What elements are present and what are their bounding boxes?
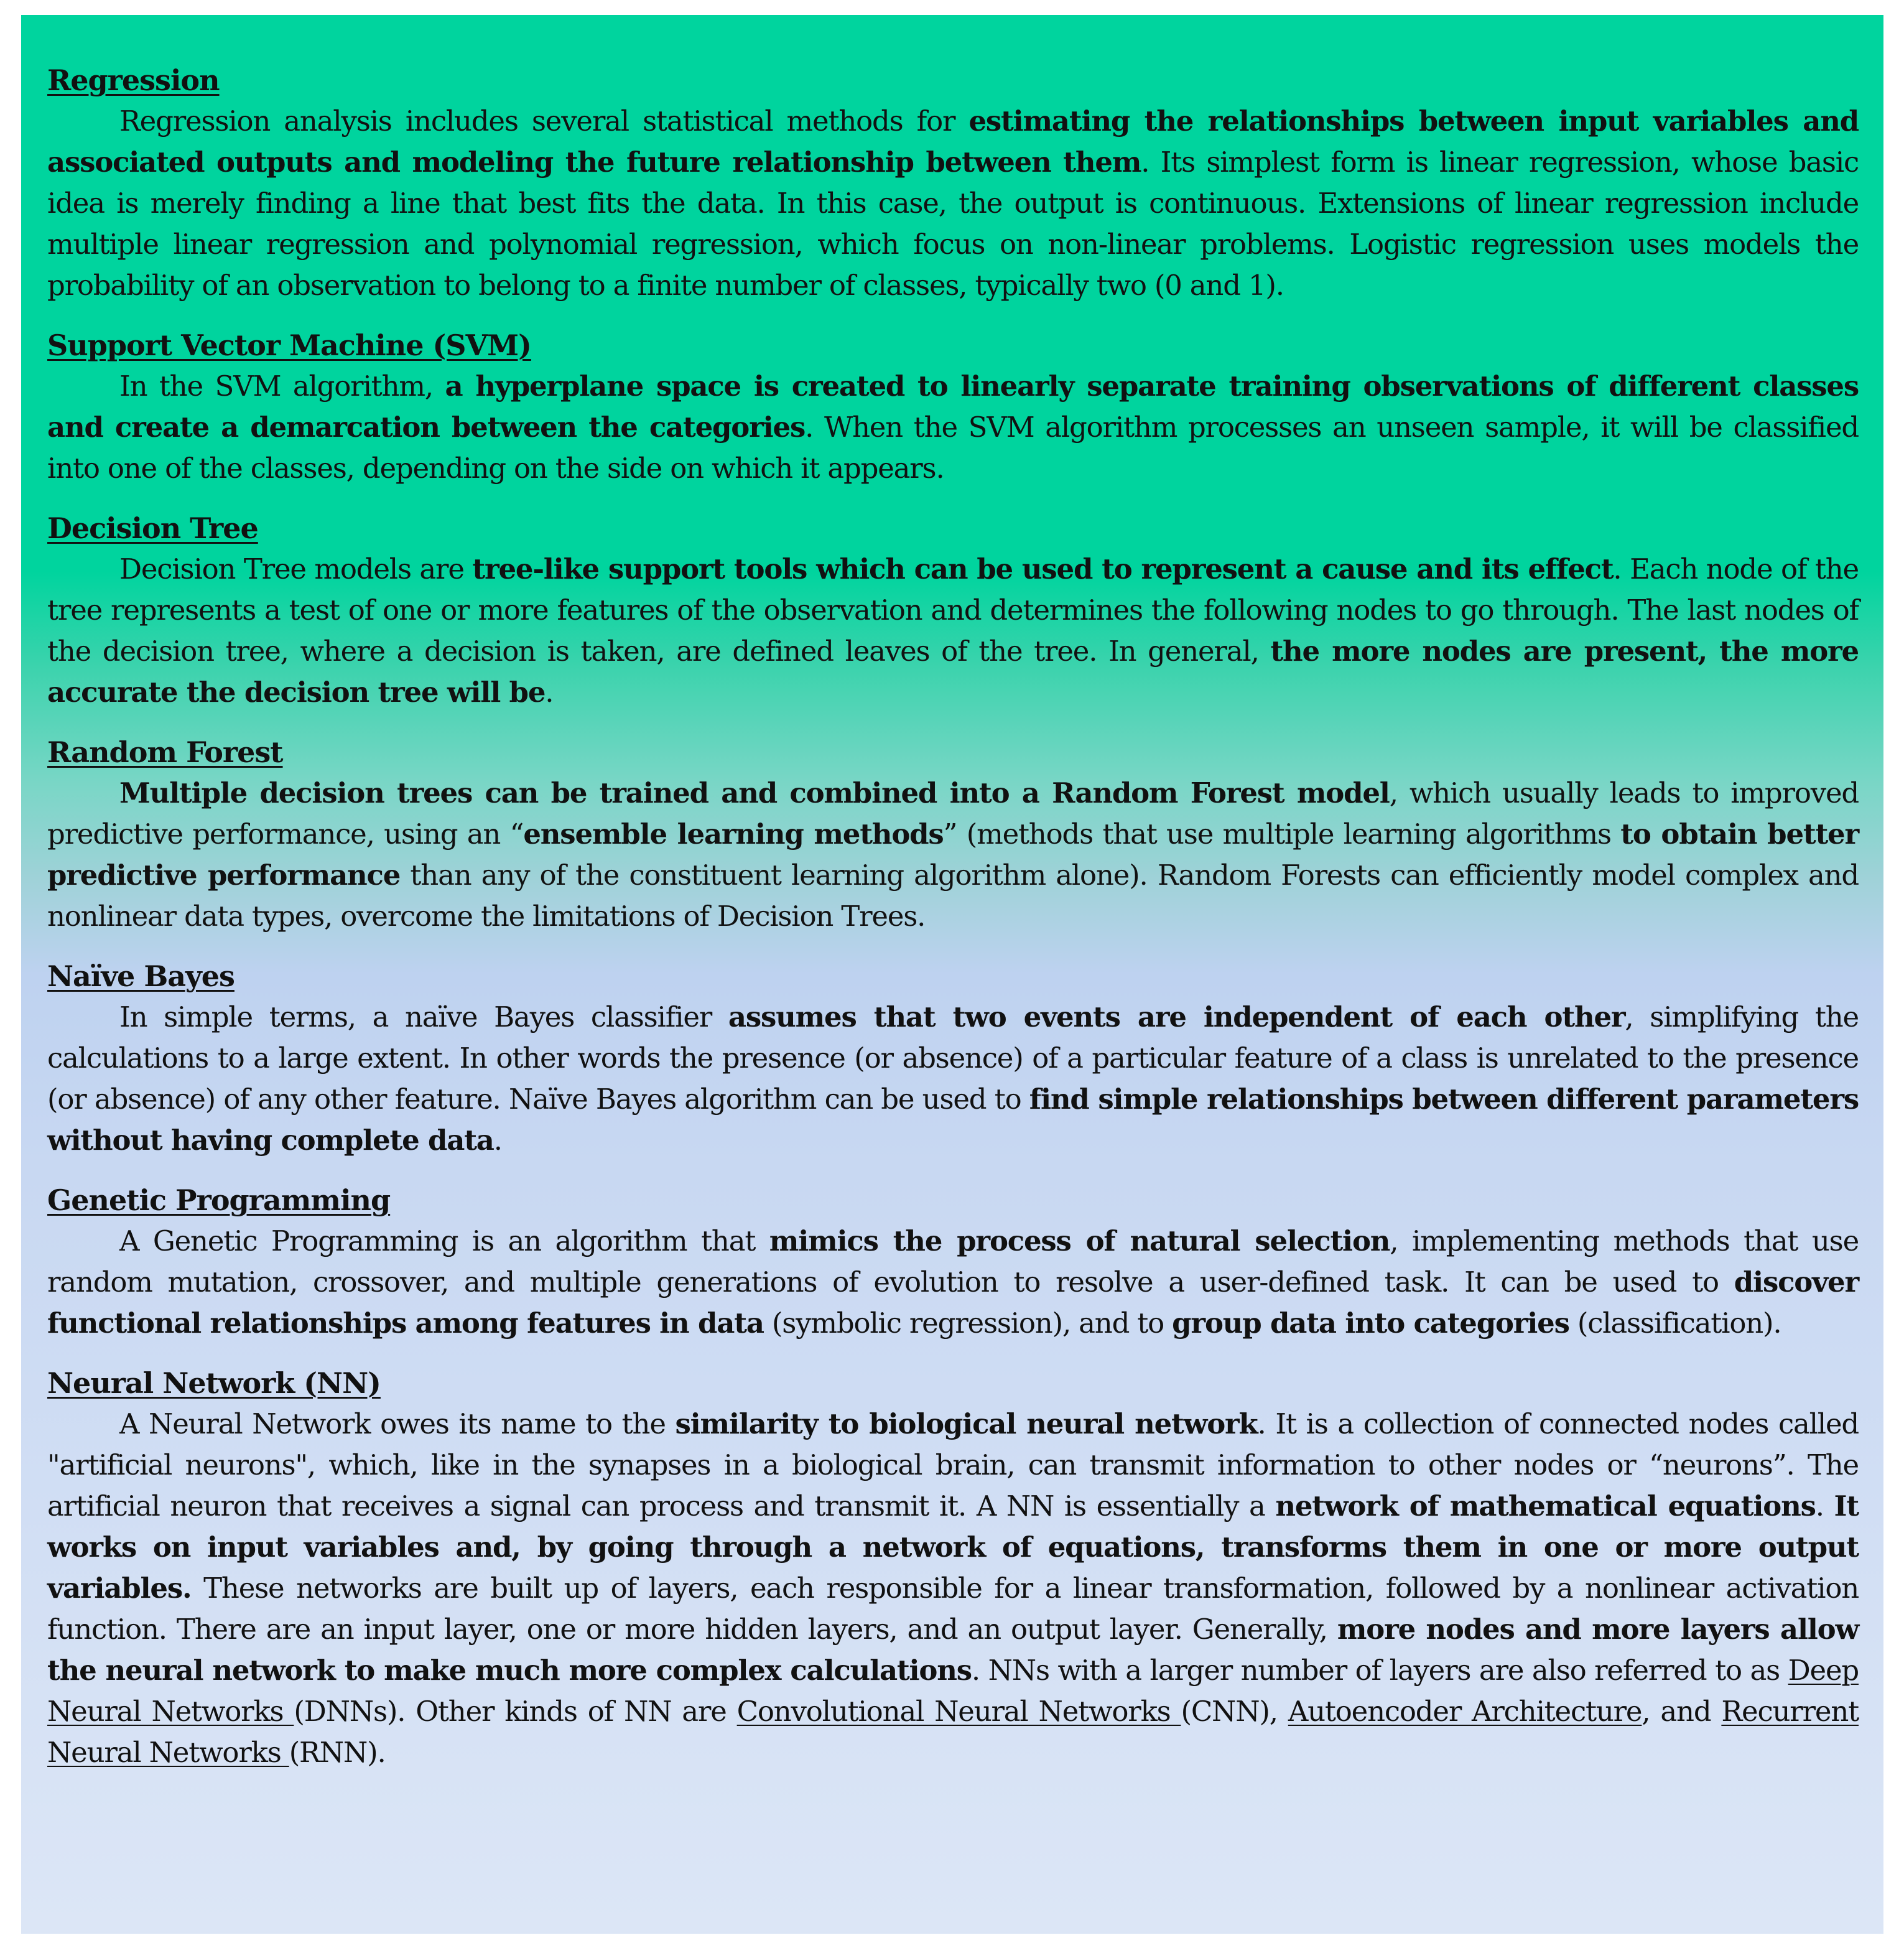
link-convolutional-neural-networks[interactable]: Convolutional Neural Networks [736,1695,1181,1728]
bold-run: mimics the process of natural selection [769,1224,1390,1257]
text-run: than any of the constituent learning algorithm alone). Random Forests can efficiently model complex and nonlinear data types, overcome the limitations of Decision Trees. [47,859,1859,933]
bold-run: network of mathematical equations [1275,1489,1816,1522]
section-neural-network [47,1363,1859,1773]
text-run: , simplifying the calculations to a large extent. In other words the presence (or absence) of a particular feature of a class is unrelated to the presence (or absence) of any other feature. Naïve Bayes algorithm can be used to [47,1000,1859,1116]
text-run: Regression analysis includes several statistical methods for [119,105,969,138]
section-paragraph [47,366,1859,489]
section-heading: Regression [47,63,220,97]
text-run: . It is a collection of connected nodes called "artificial neurons", which, like in the synapses in a biological brain, can transmit information to other nodes or “neurons”. The artificial neuron that receives a signal can process and transmit it. A NN is essentially a [47,1407,1859,1522]
text-run: . When the SVM algorithm processes an unseen sample, it will be classified into one of the classes, depending on the side on which it appears. [47,411,1859,485]
ml-methods-panel [21,15,1883,1934]
bold-run: group data into categories [1172,1307,1569,1340]
link-deep-neural-networks[interactable]: Deep Neural Networks [47,1654,1859,1728]
bold-run: It works on input variables and, by going through a network of equations, transforms them in one or more output variables. [47,1489,1859,1605]
section-heading: Genetic Programming [47,1183,391,1217]
text-run: , and [1642,1695,1722,1728]
section-heading: Support Vector Machine (SVM) [47,329,531,362]
text-run: . Each node of the tree represents a test of one or more features of the observation and determines the following nodes to go through. The last nodes of the decision tree, where a decision is taken, are defined leaves of the tree. In general, [47,552,1859,668]
section-svm [47,325,1859,489]
text-run: Decision Tree models are [119,552,473,585]
section-heading: Random Forest [47,735,283,769]
section-random-forest [47,732,1859,937]
bold-run: ensemble learning methods [523,818,944,851]
section-heading: Neural Network (NN) [47,1366,381,1400]
text-run: A Genetic Programming is an algorithm that [119,1224,769,1257]
bold-run: a hyperplane space is created to linearly separate training observations of different classes and create a demarcation between the categories [47,370,1859,444]
section-paragraph [47,997,1859,1161]
text-run: . [1815,1489,1834,1522]
text-run: . [493,1124,502,1157]
text-run: ” (methods that use multiple learning algorithms [943,818,1621,851]
text-run: These networks are built up of layers, each responsible for a linear transformation, followed by a nonlinear activation function. There are an input layer, one or more hidden layers, and an output layer. Generally, [47,1572,1859,1646]
bold-run: discover functional relationships among features in data [47,1266,1859,1340]
text-run: (CNN), [1181,1695,1288,1728]
text-run: (RNN). [289,1736,386,1769]
bold-run: assumes that two events are independent of each other [728,1000,1625,1033]
bold-run: Multiple decision trees can be trained and combined into a Random Forest model [119,776,1390,809]
section-heading: Decision Tree [47,511,258,545]
section-genetic-programming [47,1180,1859,1344]
link-autoencoder-architecture[interactable]: Autoencoder Architecture [1288,1695,1642,1728]
bold-run: estimating the relationships between input variables and associated outputs and modeling the future relationship between them [47,105,1859,179]
text-run: . NNs with a larger number of layers are also referred to as [971,1654,1788,1687]
text-run: In the SVM algorithm, [119,370,445,403]
section-heading: Naïve Bayes [47,959,235,993]
link-recurrent-neural-networks[interactable]: Recurrent Neural Networks [47,1695,1859,1769]
bold-run: similarity to biological neural network [675,1407,1258,1440]
text-run: . [545,676,554,709]
section-paragraph [47,1221,1859,1344]
bold-run: more nodes and more layers allow the neural network to make much more complex calculations [47,1613,1859,1687]
section-decision-tree [47,508,1859,713]
section-paragraph [47,773,1859,937]
section-paragraph [47,549,1859,713]
text-run: . Its simplest form is linear regression, whose basic idea is merely finding a line that best fits the data. In this case, the output is continuous. Extensions of linear regression include multiple linear regression and polynomial regression, which focus on non-linear problems. Logistic regression uses models the probability of an observation to belong to a finite number of classes, typically two (0 and 1). [47,146,1859,302]
section-paragraph [47,101,1859,306]
bold-run: the more nodes are present, the more accurate the decision tree will be [47,635,1859,709]
text-run: , implementing methods that use random mutation, crossover, and multiple generations of evolution to resolve a user-defined task. It can be used to [47,1224,1859,1298]
section-naive-bayes [47,956,1859,1161]
text-run: A Neural Network owes its name to the [119,1407,676,1440]
text-run: (classification). [1569,1307,1781,1340]
bold-run: tree-like support tools which can be used to represent a cause and its effect [472,552,1614,585]
text-run: , which usually leads to improved predictive performance, using an “ [47,776,1859,851]
text-run: (DNNs). Other kinds of NN are [294,1695,737,1728]
text-run: In simple terms, a naïve Bayes classifier [119,1000,728,1033]
section-paragraph [47,1404,1859,1773]
bold-run: find simple relationships between different parameters without having complete data [47,1083,1859,1157]
section-regression [47,60,1859,306]
bold-run: to obtain better predictive performance [47,818,1859,892]
text-run: (symbolic regression), and to [763,1307,1173,1340]
